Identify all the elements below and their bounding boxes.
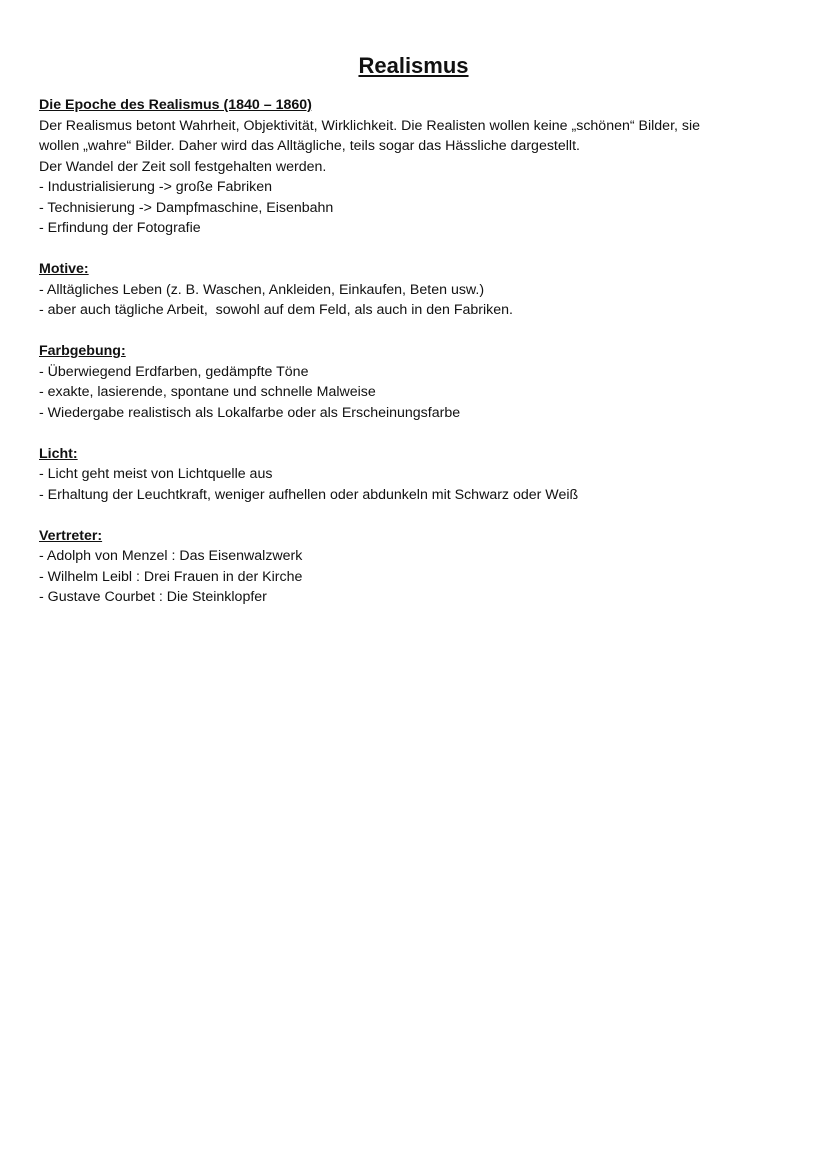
bullet-item: - Gustave Courbet : Die Steinklopfer — [39, 589, 267, 605]
bullet-item: - Alltägliches Leben (z. B. Waschen, Ankleiden, Einkaufen, Beten usw.) — [39, 281, 485, 298]
text-line: Der Wandel der Zeit soll festgehalten werden. — [39, 158, 327, 175]
bullet-item: - Erhaltung der Leuchtkraft, weniger aufhellen oder abdunkeln mit Schwarz oder Weiß — [39, 486, 579, 503]
section-motive — [39, 259, 788, 321]
bullet-item: - Licht geht meist von Lichtquelle aus — [39, 466, 273, 482]
section-heading-epoche: Die Epoche des Realismus (1840 – 1860) — [39, 97, 312, 113]
bullet-item: - Wiedergabe realistisch als Lokalfarbe oder als Erscheinungsfarbe — [39, 404, 461, 421]
section-vertreter — [39, 526, 788, 608]
section-farbgebung — [39, 341, 788, 423]
section-licht — [39, 444, 788, 506]
section-epoche — [39, 95, 788, 239]
section-heading-motive: Motive: — [39, 261, 89, 277]
bullet-item: - Erfindung der Fotografie — [39, 220, 201, 236]
bullet-item: - Technisierung -> Dampfmaschine, Eisenbahn — [39, 199, 334, 216]
text-line: Der Realismus betont Wahrheit, Objektivität, Wirklichkeit. Die Realisten wollen keine „schönen“ Bilder, sie — [39, 117, 701, 134]
document-title: Realismus — [358, 53, 469, 78]
bullet-item: - Adolph von Menzel : Das Eisenwalzwerk — [39, 548, 303, 564]
bullet-item: - exakte, lasierende, spontane und schnelle Malweise — [39, 384, 376, 400]
section-heading-licht: Licht: — [39, 445, 78, 462]
section-heading-vertreter: Vertreter: — [39, 527, 103, 544]
bullet-item: - Wilhelm Leibl : Drei Frauen in der Kirche — [39, 568, 303, 585]
bullet-item: - Industrialisierung -> große Fabriken — [39, 179, 273, 195]
bullet-item: - aber auch tägliche Arbeit, sowohl auf dem Feld, als auch in den Fabriken. — [39, 302, 513, 318]
bullet-item: - Überwiegend Erdfarben, gedämpfte Töne — [39, 363, 309, 380]
text-line: wollen „wahre“ Bilder. Daher wird das Alltägliche, teils sogar das Hässliche dargestellt. — [39, 138, 580, 154]
section-heading-farbgebung: Farbgebung: — [39, 343, 126, 359]
